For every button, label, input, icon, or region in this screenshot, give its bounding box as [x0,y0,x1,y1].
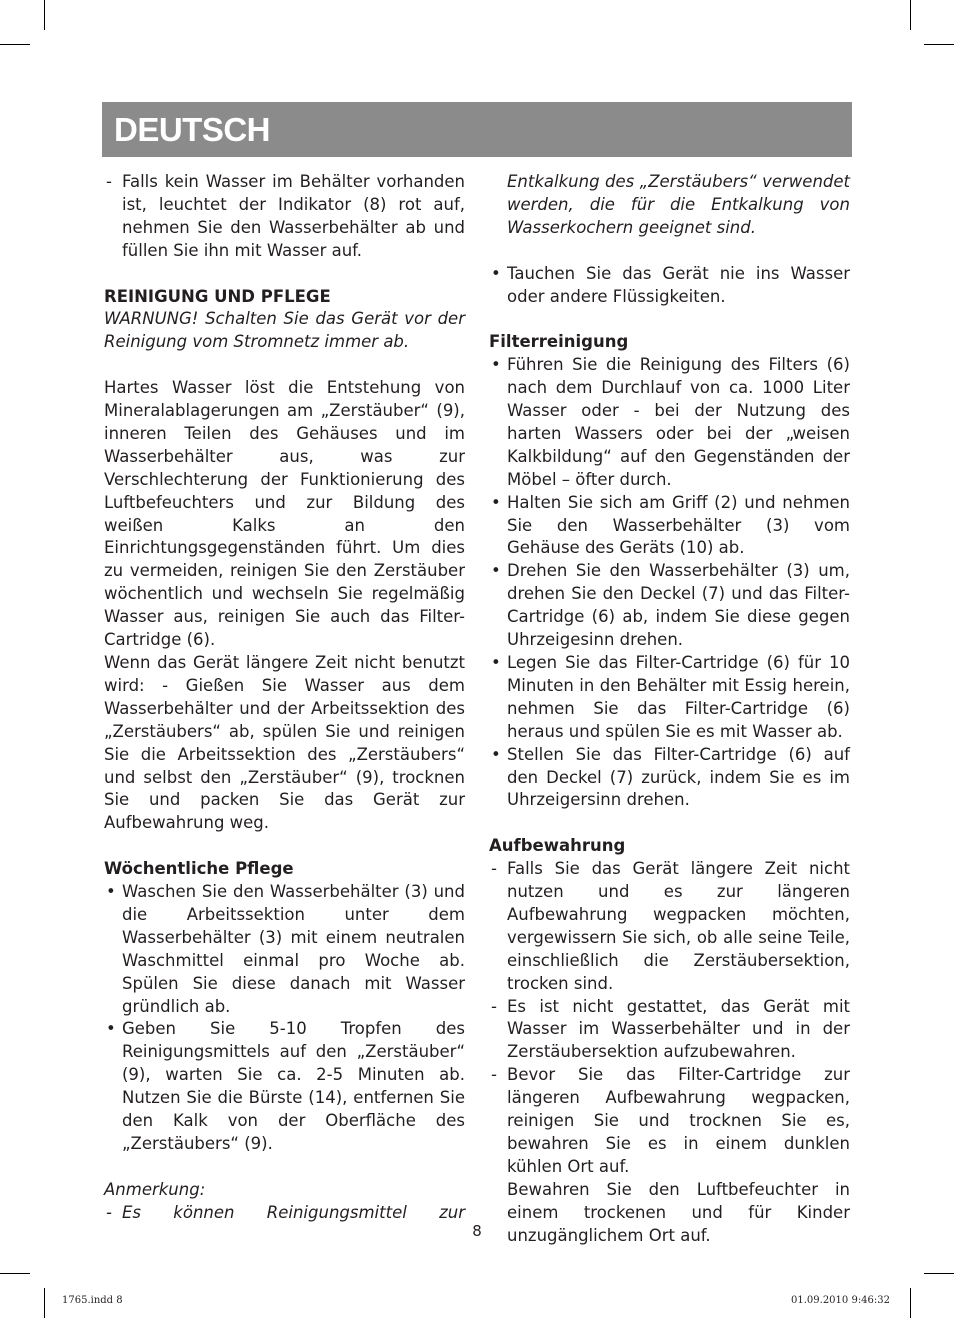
crop-mark [0,1273,30,1274]
list-item-text: Legen Sie das Filter-Cartridge (6) für 10 Minuten in den Behälter mit Essig herein, nehmen Sie das Filter-Cartridge (6) heraus und spülen Sie es mit Wasser ab. [507,653,850,741]
list-item [104,881,465,1018]
crop-mark [0,44,30,45]
list-item-text: Halten Sie sich am Griff (2) und nehmen Sie den Wasserbehälter (3) vom Gehäuse des Geräts (10) ab. [507,492,850,558]
list-item-text: Falls kein Wasser im Behälter vorhanden ist, leuchtet der Indikator (8) rot auf, nehmen Sie den Wasserbehälter ab und füllen Sie ihn mit Wasser auf. [122,172,465,260]
list-item [489,996,850,1065]
note-label: Anmerkung: [104,1179,206,1199]
bullet-marker: • [491,492,501,512]
warning-text: WARNUNG! Schalten Sie das Gerät vor der Reinigung vom Stromnetz immer ab. [104,309,465,352]
bullet-marker: • [106,1019,116,1039]
bullet-marker: • [491,355,501,375]
list-item [489,263,850,309]
crop-mark [910,0,911,30]
list-item-text: Es können Reinigungsmittel zur [122,1202,465,1222]
list-item [489,744,850,813]
paragraph: Hartes Wasser löst die Entstehung von Mineralablagerungen am „Zerstäuber“ (9), inneren Teilen des Gehäuses und im Wasserbehälter aus, was zur Verschlechterung der Funktionierung des Luftbefeuchters und zur Bildung des weißen Kalks an den Einrichtungsgegenständen führt. Um dies zu vermeiden, reinigen Sie den Zerstäuber wöchentlich und wechseln Sie regelmäßig Wasser aus, reinigen Sie auch das Filter-Cartridge (6). [104,378,465,650]
bullet-marker: • [491,263,501,283]
right-column [489,171,850,1248]
section-heading: Aufbewahrung [489,836,626,856]
list-item-text: Es ist nicht gestattet, das Gerät mit Wasser im Wasserbehälter und in der Zerstäubersektion aufzubewahren. [507,996,850,1062]
note-continued: Entkalkung des „Zerstäubers“ verwendet werden, die für die Entkalkung von Wasserkochern geeignet sind. [507,172,850,237]
list-item-text: Tauchen Sie das Gerät nie ins Wasser oder andere Flüssigkeiten. [507,263,850,306]
bullet-marker: • [491,744,501,764]
dash-marker: - [491,859,497,879]
crop-mark [924,1273,954,1274]
crop-mark [44,1288,45,1318]
list-item [489,858,850,995]
dash-marker: - [491,1065,497,1085]
list-item-text: Führen Sie die Reinigung des Filters (6) nach dem Durchlauf von ca. 1000 Liter Wasser oder - bei der Nutzung des harten Wassers oder bei der „weisen Kalkbildung“ auf den Gegenständen der Möbel – öfter durch. [507,355,850,489]
section-heading: Filterreinigung [489,332,629,352]
crop-mark [924,44,954,45]
list-item-text: Waschen Sie den Wasserbehälter (3) und die Arbeitssektion unter dem Wasserbehälter (3) mit einem neutralen Waschmittel einmal pro Woche ab. Spülen Sie diese danach mit Wasser gründlich ab. [122,882,465,1016]
list-item [489,652,850,744]
dash-marker: - [491,996,497,1016]
paragraph: Bewahren Sie den Luftbefeuchter in einem trockenen und für Kinder unzugänglichem Ort auf. [507,1179,850,1245]
print-slug-date: 01.09.2010 9:46:32 [791,1295,890,1306]
list-item-text: Bevor Sie das Filter-Cartridge zur längeren Aufbewahrung wegpacken, reinigen Sie und trocknen Sie es, bewahren Sie es in einem dunklen kühlen Ort auf. [507,1065,850,1176]
bullet-marker: • [491,561,501,581]
list-item [489,560,850,652]
bullet-marker: • [491,653,501,672]
print-slug-file: 1765.indd 8 [62,1295,123,1306]
crop-mark [910,1288,911,1318]
list-item [104,171,465,263]
crop-mark [44,0,45,30]
list-item [489,354,850,491]
list-item-text: Stellen Sie das Filter-Cartridge (6) auf den Deckel (7) zurück, indem Sie es im Uhrzeigersinn drehen. [507,744,850,810]
dash-marker: - [106,1202,112,1222]
section-heading: REINIGUNG UND PFLEGE [104,286,331,306]
list-item [104,1018,465,1155]
dash-marker: - [106,172,112,191]
list-item [489,1064,850,1179]
page-number: 8 [472,1222,482,1240]
bullet-marker: • [106,882,116,902]
page-title: DEUTSCH [114,111,271,148]
language-header-bar [102,102,852,157]
left-column [104,171,465,1225]
list-item-text: Geben Sie 5-10 Tropfen des Reinigungsmittels auf den „Zerstäuber“ (9), warten Sie ca. 2-5 Minuten ab. Nutzen Sie die Bürste (14), entfernen Sie den Kalk von der Oberfläche des „Zerstäubers“ (9). [122,1019,465,1154]
list-item-text: Drehen Sie den Wasserbehälter (3) um, drehen Sie den Deckel (7) und das Filter-Cartridge (6) ab, indem Sie diese gegen Uhrzeigesinn drehen. [507,561,850,650]
list-item-text: Falls Sie das Gerät längere Zeit nicht nutzen und es zur längeren Aufbewahrung wegpacken möchten, vergewissern Sie sich, ob alle seine Teile, einschließlich die Zerstäubersektion, trocken sind. [507,859,850,993]
paragraph: Wenn das Gerät längere Zeit nicht benutzt wird: - Gießen Sie Wasser aus dem Wasserbehälter und der Arbeitssektion des „Zerstäubers“ ab, spülen Sie und reinigen Sie die Arbeitssektion des „Zerstäubers“ und selbst den „Zerstäuber“ (9), trocknen Sie und packen Sie das Gerät zur Aufbewahrung weg. [104,653,465,833]
section-heading: Wöchentliche Pflege [104,859,294,879]
list-item [489,492,850,561]
